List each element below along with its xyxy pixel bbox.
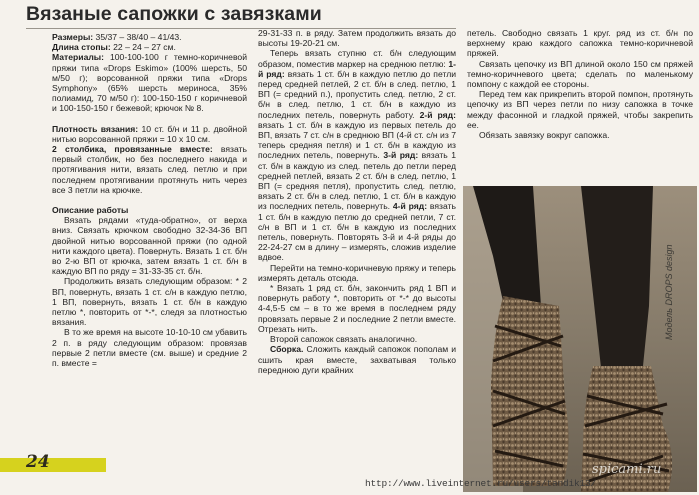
paragraph xyxy=(52,124,247,144)
text-column-1 xyxy=(52,32,247,368)
bold-label: 3-й ряд: xyxy=(383,150,419,161)
paragraph xyxy=(258,344,456,375)
bold-label: Размеры: xyxy=(52,32,94,42)
body-text: Связать цепочку из ВП длиной около 150 см пряжей темно-коричневого цвета; сделать по маленькому помпону с каждой ее стороны. xyxy=(467,58,693,90)
paragraph xyxy=(52,205,247,215)
paragraph xyxy=(258,263,456,283)
photo-credit: Модель DROPS design xyxy=(664,244,674,340)
paragraph xyxy=(467,89,693,130)
page-number: 24 xyxy=(26,452,50,472)
bold-label: Материалы: xyxy=(52,52,105,63)
boots-illustration xyxy=(463,186,697,492)
paragraph-gap xyxy=(52,195,247,205)
paragraph xyxy=(52,276,247,327)
source-url: http://www.liveinternet.ru/users/tandik13/ xyxy=(365,478,597,489)
paragraph xyxy=(258,48,456,262)
bold-label: 2 столбика, провязанные вместе: xyxy=(52,144,213,155)
paragraph xyxy=(52,42,247,52)
body-text: вязать 1 ст. б/н в каждую из след. петель до петли перед средней петлей, вязать 2 ст. б/н в след. петлю, 1 ВП (= средняя петля), пропустить след. петлю, вязать 2 ст. б/н в след. петлю, 1 ст. б/н в каждую из последних петель, повернуть. xyxy=(258,150,456,212)
body-text: петель. Свободно связать 1 круг. ряд из ст. б/н по верхнему краю каждого сапожка темно-коричневой пряжей. xyxy=(467,28,693,59)
body-text: вязать 1 ст. б/н в каждую из первых петель до ВП, вязать 7 ст. с/н в среднюю ВП (4-й ст. с/н из 7 теперь средняя петля) и 1 ст. б/н в каждую из последних петель, повернуть. xyxy=(258,119,456,161)
paragraph xyxy=(52,144,247,195)
body-text: вязать первый столбик, но без последнего накида и протягивания нити, вязать след. петлю и при последнем протягивании протянуть нить через все 3 петли на крючке. xyxy=(52,144,247,195)
bold-label: 2-й ряд: xyxy=(419,109,456,120)
bold-label: 1-й ряд: xyxy=(258,58,456,79)
body-text: вязать 1 ст. б/н в каждую петлю до петли перед средней петлей, 2 ст. б/н в след. петлю, 1 ВП (= средний п.), пропустить след. петлю, 2 ст. б/н в след. петлю, 1 ст. б/н в каждую из последних петель, повернуть работу. xyxy=(258,68,457,120)
body-text: Продолжить вязать следующим образом: * 2 ВП, повернуть, вязать 1 ст. с/н в каждую петлю, 1 ВП, повернуть, вязать 1 ст. б/н в каждую петлю *, повторить от *-*, следя за плотностью вязания. xyxy=(52,276,247,328)
body-text: 100-100-100 г темно-коричневой пряжи типа «Drops Eskimo» (100% шерсть, 50 м/50 г); ворсованной пряжи типа «Drops Symphony» (65% шерсть мериноса, 35% полиамид, 70 м/50 г): 100-150-150 г коричневой и 100-150-150 г бежевой; крючок № 8. xyxy=(52,52,247,114)
page-number-bar xyxy=(0,458,106,472)
paragraph xyxy=(52,327,247,368)
paragraph xyxy=(258,28,456,48)
paragraph xyxy=(467,59,693,90)
boots-photo xyxy=(463,186,697,492)
bold-label: Длина стопы: xyxy=(52,42,111,53)
body-text: Сложить каждый сапожок пополам и сшить края вместе, захватывая только переднюю дуги крайних xyxy=(258,344,456,375)
body-text: В то же время на высоте 10-10-10 см убавить 2 п. в ряду следующим образом: провязав первые 2 петли вместе (см. выше) и средние 2 п. вместе = xyxy=(52,327,247,369)
body-text: Теперь вязать ступню ст. б/н следующим образом, поместив маркер на среднюю петлю: xyxy=(258,48,456,69)
page-title: Вязаные сапожки с завязками xyxy=(26,3,322,25)
body-text: Обязать завязку вокруг сапожка. xyxy=(479,130,610,141)
body-text: 22 – 24 – 27 см. xyxy=(110,42,176,53)
bold-label: Описание работы xyxy=(52,205,129,216)
paragraph xyxy=(258,283,456,334)
body-text: Перед тем как прикрепить второй помпон, протянуть цепочку из ВП через петли по низу сапожка в точке между фасонной и гладкой пряжей, чтобы закрепить ее. xyxy=(467,89,693,130)
paragraph xyxy=(52,32,247,42)
body-text: 29-31-33 п. в ряду. Затем продолжить вязать до высоты 19-20-21 см. xyxy=(258,28,456,49)
watermark: spicami.ru xyxy=(592,462,662,477)
paragraph xyxy=(52,52,247,113)
paragraph xyxy=(258,334,456,344)
text-column-2 xyxy=(258,28,456,375)
body-text: * Вязать 1 ряд ст. б/н, закончить ряд 1 ВП и повернуть работу *, повторить от *-* до высоты 4-4,5-5 см – в то же время в последнем ряду провязать первые 2 и последние 2 петли вместе. Отрезать нить. xyxy=(258,283,456,334)
paragraph xyxy=(52,215,247,276)
text-column-3 xyxy=(467,28,693,140)
bold-label: Сборка. xyxy=(270,344,304,355)
body-text: вязать 1 ст. б/н в каждую петлю до средней петли, 7 ст. с/н в ВП и 1 ст. б/н в каждую из последних петель, повернуть. Повторять 3-й и 4-й ряды до 22-24-27 см в длину – измерять, сложив изделие вдвое. xyxy=(258,201,456,263)
body-text: Второй сапожок связать аналогично. xyxy=(270,334,418,345)
body-text: Вязать рядами «туда-обратно», от верха вниз. Связать крючком свободно 32-34-36 ВП двойной нитью ворсованной пряжи (по одной нити каждого цвета). Повернуть. Вязать 1 ст. б/н во 2-ю ВП от крючка, затем вязать 1 ст. б/н в каждую ВП по ряду = 31-33-35 ст. б/н. xyxy=(52,215,247,277)
paragraph-gap xyxy=(52,114,247,124)
bold-label: Плотность вязания: xyxy=(52,123,139,134)
body-text: 35/37 – 38/40 – 41/43. xyxy=(93,32,182,42)
paragraph xyxy=(467,130,693,140)
body-text: 10 ст. б/н и 11 р. двойной нитью ворсованной пряжи = 10 х 10 см. xyxy=(52,123,247,144)
bold-label: 4-й ряд: xyxy=(392,201,428,212)
body-text: Перейти на темно-коричневую пряжу и теперь измерять деталь отсюда. xyxy=(258,262,457,283)
paragraph xyxy=(467,28,693,59)
